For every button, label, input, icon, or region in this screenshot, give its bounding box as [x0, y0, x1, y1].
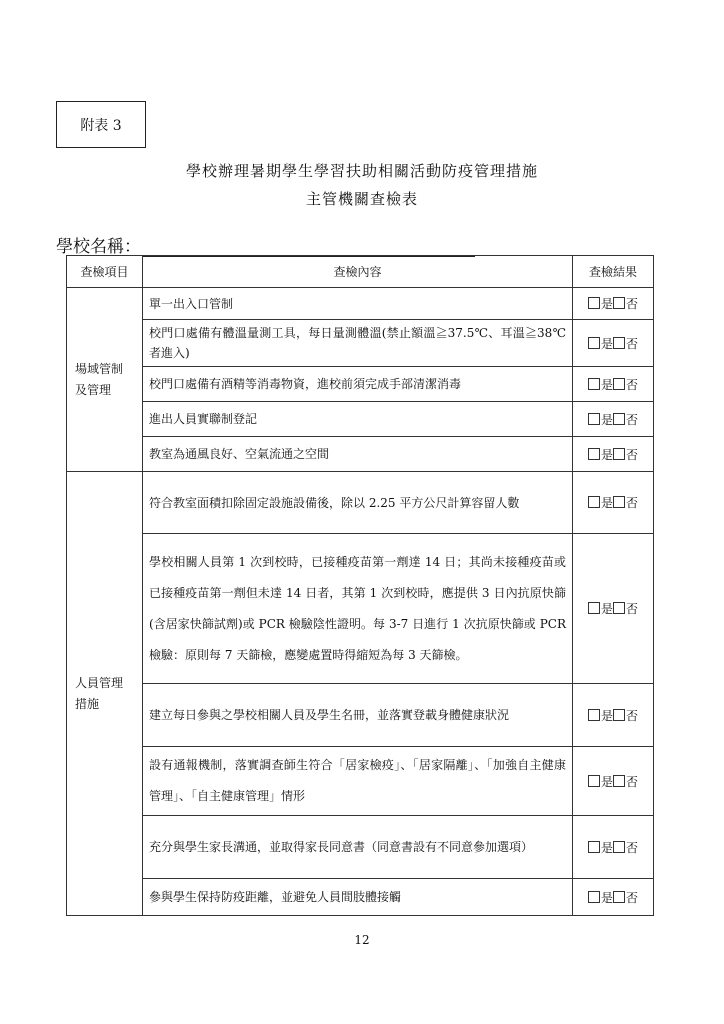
check-content-cell: 校門口處備有酒精等消毒物資，進校前須完成手部清潔消毒: [143, 367, 573, 402]
no-label: 否: [626, 774, 639, 789]
no-checkbox[interactable]: [613, 337, 625, 349]
check-result-cell: [573, 879, 654, 916]
table-row: [67, 437, 654, 472]
check-result-cell: [573, 320, 654, 367]
check-content-cell: 學校相關人員第 1 次到校時，已接種疫苗第一劑達 14 日；其尚未接種疫苗或已接種疫苗第一劑但未達 14 日者，其第 1 次到校時，應提供 3 日內抗原快篩(含居家快篩試劑)或 PCR 檢驗陰性證明。每 3-7 日進行 1 次抗原快篩或 PCR 檢驗：原則每 7 天篩檢，應變處置時得縮短為每 3 天篩檢。: [143, 534, 573, 684]
no-checkbox[interactable]: [613, 297, 625, 309]
yes-label: 是: [600, 840, 613, 855]
category-cell: 人員管理措施: [67, 472, 143, 916]
table-row: [67, 472, 654, 534]
check-result-cell: [573, 816, 654, 879]
table-row: [67, 402, 654, 437]
yes-label: 是: [600, 447, 613, 462]
yes-checkbox[interactable]: [588, 602, 600, 614]
no-checkbox[interactable]: [613, 448, 625, 460]
yes-checkbox[interactable]: [588, 841, 600, 853]
check-content-cell: 建立每日參與之學校相關人員及學生名冊，並落實登載身體健康狀況: [143, 684, 573, 747]
check-content-cell: 單一出入口管制: [143, 288, 573, 320]
header-check-result: 查檢結果: [573, 256, 654, 288]
no-checkbox[interactable]: [613, 496, 625, 508]
no-label: 否: [626, 447, 639, 462]
no-checkbox[interactable]: [613, 602, 625, 614]
check-content-cell: 設有通報機制，落實調查師生符合「居家檢疫」、「居家隔離」、「加強自主健康管理」、「自主健康管理」情形: [143, 747, 573, 816]
check-content-cell: 校門口處備有體溫量測工具，每日量測體溫(禁止額溫≧37.5℃、耳溫≧38℃者進入): [143, 320, 573, 367]
yes-label: 是: [600, 412, 613, 427]
table-row: [67, 747, 654, 816]
yes-checkbox[interactable]: [588, 337, 600, 349]
check-result-cell: [573, 402, 654, 437]
yes-checkbox[interactable]: [588, 297, 600, 309]
no-checkbox[interactable]: [613, 841, 625, 853]
check-result-cell: [573, 534, 654, 684]
no-label: 否: [626, 602, 639, 616]
yes-checkbox[interactable]: [588, 496, 600, 508]
check-result-cell: [573, 437, 654, 472]
check-content-cell: 參與學生保持防疫距離，並避免人員間肢體接觸: [143, 879, 573, 916]
page-number: 12: [354, 933, 370, 947]
yes-checkbox[interactable]: [588, 413, 600, 425]
table-row: [67, 816, 654, 879]
yes-label: 是: [600, 297, 613, 311]
yes-checkbox[interactable]: [588, 448, 600, 460]
check-result-cell: [573, 472, 654, 534]
check-result-cell: [573, 747, 654, 816]
no-checkbox[interactable]: [613, 413, 625, 425]
school-name-label: 學校名稱：: [56, 237, 141, 257]
check-content-cell: 教室為通風良好、空氣流通之空間: [143, 437, 573, 472]
no-checkbox[interactable]: [613, 775, 625, 787]
table-row: [67, 684, 654, 747]
no-label: 否: [626, 297, 639, 311]
no-label: 否: [626, 336, 639, 351]
header-check-content: 查檢內容: [143, 256, 573, 288]
school-name-field: [56, 232, 475, 257]
yes-checkbox[interactable]: [588, 378, 600, 390]
no-label: 否: [626, 412, 639, 427]
check-content-cell: 充分與學生家長溝通，並取得家長同意書（同意書設有不同意參加選項）: [143, 816, 573, 879]
checklist-table: [66, 255, 654, 916]
yes-label: 是: [600, 602, 613, 616]
no-label: 否: [626, 708, 639, 723]
no-checkbox[interactable]: [613, 891, 625, 903]
attachment-label-box: [56, 101, 146, 148]
table-row: [67, 288, 654, 320]
yes-label: 是: [600, 377, 613, 392]
category-cell: 場域管制及管理: [67, 288, 143, 472]
yes-checkbox[interactable]: [588, 891, 600, 903]
yes-label: 是: [600, 774, 613, 789]
check-content-cell: 符合教室面積扣除固定設施設備後，除以 2.25 平方公尺計算容留人數: [143, 472, 573, 534]
no-label: 否: [626, 496, 639, 510]
table-header-row: [67, 256, 654, 288]
table-row: [67, 367, 654, 402]
no-label: 否: [626, 890, 639, 905]
check-result-cell: [573, 367, 654, 402]
document-subtitle: 主管機關查檢表: [305, 190, 418, 208]
document-title: 學校辦理暑期學生學習扶助相關活動防疫管理措施: [185, 162, 538, 180]
table-row: [67, 320, 654, 367]
attachment-label: 附表 3: [80, 117, 122, 134]
yes-label: 是: [600, 496, 613, 510]
yes-label: 是: [600, 336, 613, 351]
yes-checkbox[interactable]: [588, 709, 600, 721]
header-check-item: 查檢項目: [67, 256, 143, 288]
table-row: [67, 879, 654, 916]
no-label: 否: [626, 840, 639, 855]
yes-label: 是: [600, 708, 613, 723]
no-checkbox[interactable]: [613, 709, 625, 721]
yes-label: 是: [600, 890, 613, 905]
check-result-cell: [573, 288, 654, 320]
check-content-cell: 進出人員實聯制登記: [143, 402, 573, 437]
table-row: [67, 534, 654, 684]
no-label: 否: [626, 377, 639, 392]
check-result-cell: [573, 684, 654, 747]
no-checkbox[interactable]: [613, 378, 625, 390]
yes-checkbox[interactable]: [588, 775, 600, 787]
